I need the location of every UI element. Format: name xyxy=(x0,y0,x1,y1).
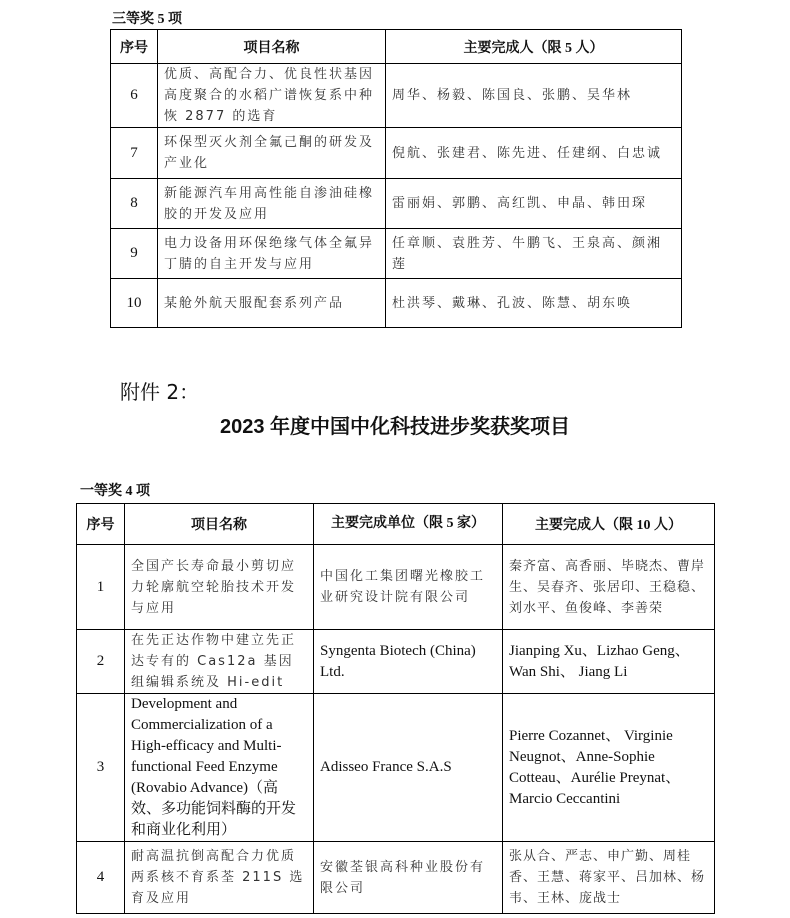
row-people: Pierre Cozannet、 Virginie Neugnot、Anne-Sophie Cotteau、Aurélie Preynat、Marcio Ceccantini xyxy=(503,694,715,842)
row-no: 9 xyxy=(111,229,158,279)
header-project-name: 项目名称 xyxy=(158,30,386,64)
table-row xyxy=(77,842,715,914)
row-people: 倪航、张建君、陈先进、任建纲、白忠诚 xyxy=(386,128,682,179)
attachment-label: 附件 2： xyxy=(120,380,200,404)
table-row xyxy=(77,545,715,630)
row-no: 2 xyxy=(77,630,125,694)
row-no: 3 xyxy=(77,694,125,842)
row-unit: Adisseo France S.A.S xyxy=(314,694,503,842)
row-people: Jianping Xu、Lizhao Geng、Wan Shi、 Jiang Li xyxy=(503,630,715,694)
row-no: 1 xyxy=(77,545,125,630)
row-no: 8 xyxy=(111,179,158,229)
row-project-name: 优质、高配合力、优良性状基因高度聚合的水稻广谱恢复系中种恢 2877 的选育 xyxy=(158,64,386,128)
table-row xyxy=(111,128,682,179)
row-project-name: 全国产长寿命最小剪切应力轮廓航空轮胎技术开发与应用 xyxy=(125,545,314,630)
document-title: 2023 年度中国中化科技进步奖获奖项目 xyxy=(219,416,571,438)
table-row xyxy=(111,64,682,128)
third-prize-table xyxy=(110,29,682,328)
row-people: 周华、杨毅、陈国良、张鹏、吴华林 xyxy=(386,64,682,128)
row-unit: 安徽荃银高科种业股份有限公司 xyxy=(314,842,503,914)
header-no: 序号 xyxy=(111,30,158,64)
row-no: 6 xyxy=(111,64,158,128)
table-row xyxy=(111,229,682,279)
row-project-name: 新能源汽车用高性能自渗油硅橡胶的开发及应用 xyxy=(158,179,386,229)
row-people: 雷丽娟、郭鹏、高红凯、申晶、韩田琛 xyxy=(386,179,682,229)
header-no: 序号 xyxy=(77,504,125,545)
row-project-name: 在先正达作物中建立先正达专有的 Cas12a 基因组编辑系统及 Hi-edit xyxy=(125,630,314,694)
row-no: 7 xyxy=(111,128,158,179)
row-people: 任章顺、袁胜芳、牛鹏飞、王泉高、颜湘莲 xyxy=(386,229,682,279)
row-no: 10 xyxy=(111,279,158,328)
table-row xyxy=(77,694,715,842)
first-prize-heading: 一等奖 4 项 xyxy=(80,484,150,499)
row-no: 4 xyxy=(77,842,125,914)
row-people: 杜洪琴、戴琳、孔波、陈慧、胡东唤 xyxy=(386,279,682,328)
header-unit: 主要完成单位（限 5 家） xyxy=(314,504,503,545)
row-unit: 中国化工集团曙光橡胶工业研究设计院有限公司 xyxy=(314,545,503,630)
header-project-name: 项目名称 xyxy=(125,504,314,545)
row-people: 秦齐富、高香丽、毕晓杰、曹岸生、吴春齐、张居印、王稳稳、刘水平、鱼俊峰、李善荣 xyxy=(503,545,715,630)
header-people: 主要完成人（限 5 人） xyxy=(386,30,682,64)
row-project-name: 电力设备用环保绝缘气体全氟异丁腈的自主开发与应用 xyxy=(158,229,386,279)
row-project-name: Development and Commercialization of a High-efficacy and Multi-functional Feed Enzyme (Rovabio Advance)（高效、多功能饲料酶的开发和商业化利用） xyxy=(125,694,314,842)
row-people: 张从合、严志、申广勤、周桂香、王慧、蒋家平、吕加林、杨韦、王林、庞战士 xyxy=(503,842,715,914)
table-row xyxy=(77,630,715,694)
table-row xyxy=(111,279,682,328)
row-project-name: 某舱外航天服配套系列产品 xyxy=(158,279,386,328)
table-header-row xyxy=(111,30,682,64)
header-people: 主要完成人（限 10 人） xyxy=(503,504,715,545)
third-prize-heading: 三等奖 5 项 xyxy=(112,12,182,27)
table-header-row xyxy=(77,504,715,545)
row-project-name: 耐高温抗倒高配合力优质两系核不育系荃 211S 选育及应用 xyxy=(125,842,314,914)
first-prize-table xyxy=(76,503,715,914)
row-project-name: 环保型灭火剂全氟己酮的研发及产业化 xyxy=(158,128,386,179)
row-unit: Syngenta Biotech (China) Ltd. xyxy=(314,630,503,694)
table-row xyxy=(111,179,682,229)
